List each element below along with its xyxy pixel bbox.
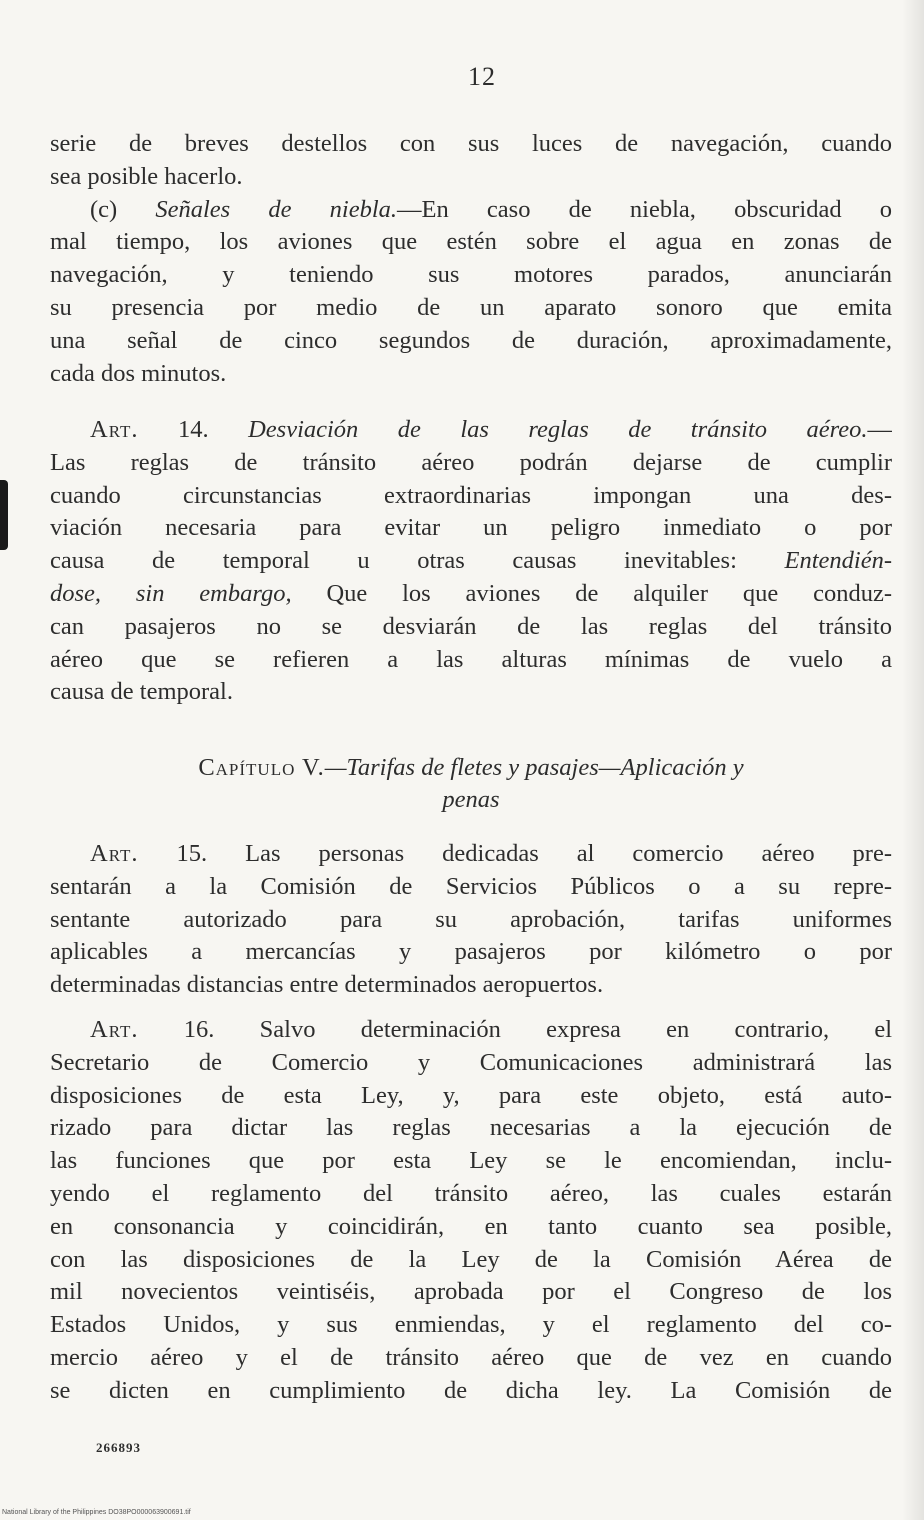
text-line: sentante autorizado para su aprobación, tarifas uniformes (50, 905, 892, 933)
text-line: viación necesaria para evitar un peligro inmediato o por (50, 514, 892, 542)
article-label: Art. (90, 840, 139, 867)
text-line: cuando circunstancias extraordinarias impongan una des- (50, 481, 892, 509)
text-line: aplicables a mercancías y pasajeros por kilómetro o por (50, 938, 892, 966)
text-line: Las reglas de tránsito aéreo podrán dejarse de cumplir (50, 448, 892, 476)
text-line: con las disposiciones de la Ley de la Comisión Aérea de (50, 1245, 892, 1273)
section-heading: Señales de niebla. (155, 195, 398, 223)
chapter-heading-line (50, 784, 892, 816)
text-line: mal tiempo, los aviones que estén sobre el agua en zonas de (50, 228, 892, 256)
chapter-title: —Tarifas de fletes y pasajes—Aplicación y (324, 754, 744, 781)
text-line: navegación, y teniendo sus motores parados, anunciarán (50, 261, 892, 289)
text-fragment: Las personas dedicadas al comercio aéreo pre- (245, 840, 892, 867)
italic-fragment: dose, sin embargo, (50, 579, 292, 607)
item-label: (c) (90, 195, 118, 223)
text-fragment: —En caso de niebla, obscuridad o (397, 195, 892, 223)
printer-signature-code: 266893 (96, 1440, 141, 1455)
text-line: disposiciones de esta Ley, y, para este objeto, está auto- (50, 1081, 892, 1109)
text-line: causa de temporal. (50, 678, 233, 706)
text-line: una señal de cinco segundos de duración, aproximadamente, (50, 326, 892, 354)
italic-fragment: Entendién- (784, 547, 892, 575)
page-number: 12 (468, 62, 496, 91)
scan-watermark: National Library of the Philippines DO38PO000063900691.tif (2, 1509, 191, 1516)
article-heading-line (50, 414, 892, 447)
chapter-title-cont: penas (442, 786, 500, 813)
text-line: aéreo que se refieren a las alturas mínimas de vuelo a (50, 645, 892, 673)
chapter-heading (50, 752, 892, 816)
page-edge-shadow (902, 0, 924, 1520)
text-line: en consonancia y coincidirán, en tanto cuanto sea posible, (50, 1212, 892, 1240)
chapter-label: Capítulo V. (198, 754, 325, 781)
paragraph-navigation-lights (50, 128, 892, 390)
text-fragment: causa de temporal u otras causas inevitables: (50, 547, 785, 575)
text-line: sentarán a la Comisión de Servicios Públicos o a su repre- (50, 872, 892, 900)
text-line: Secretario de Comercio y Comunicaciones administrará las (50, 1048, 892, 1076)
text-line: mil novecientos veintiséis, aprobada por el Congreso de los (50, 1278, 892, 1306)
article-number: 16. (183, 1016, 215, 1043)
text-line: serie de breves destellos con sus luces de navegación, cuando (50, 130, 892, 157)
article-16 (50, 1014, 892, 1408)
text-line: yendo el reglamento del tránsito aéreo, las cuales estarán (50, 1179, 892, 1207)
text-line: can pasajeros no se desviarán de las reglas del tránsito (50, 612, 892, 640)
text-line: Estados Unidos, y sus enmiendas, y el reglamento del co- (50, 1311, 892, 1339)
text-line: mercio aéreo y el de tránsito aéreo que de vez en cuando (50, 1343, 892, 1371)
text-line: sea posible hacerlo. (50, 162, 243, 190)
article-number: 14. (178, 416, 209, 443)
text-fragment: Que los aviones de alquiler que conduz- (291, 579, 892, 607)
text-line: su presencia por medio de un aparato sonoro que emita (50, 293, 892, 321)
dash: — (867, 416, 892, 443)
article-label: Art. (90, 416, 139, 443)
article-heading-line (50, 1014, 892, 1047)
text-line: se dicten en cumplimiento de dicha ley. La Comisión de (50, 1376, 892, 1404)
article-number: 15. (176, 840, 208, 867)
article-14 (50, 414, 892, 709)
text-line (50, 545, 892, 578)
text-line: determinadas distancias entre determinados aeropuertos. (50, 971, 604, 999)
article-label: Art. (90, 1016, 139, 1043)
text-line (50, 194, 892, 227)
article-15 (50, 838, 892, 1002)
article-heading-line (50, 838, 892, 871)
text-line: rizado para dictar las reglas necesarias a la ejecución de (50, 1114, 892, 1142)
text-line: cada dos minutos. (50, 359, 227, 387)
chapter-heading-line (50, 752, 892, 784)
article-title: Desviación de las reglas de tránsito aéreo. (248, 416, 868, 443)
binding-shadow (0, 480, 8, 550)
text-line: las funciones que por esta Ley se le encomiendan, inclu- (50, 1147, 892, 1175)
text-line (50, 578, 892, 611)
text-fragment: Salvo determinación expresa en contrario, el (259, 1016, 892, 1043)
